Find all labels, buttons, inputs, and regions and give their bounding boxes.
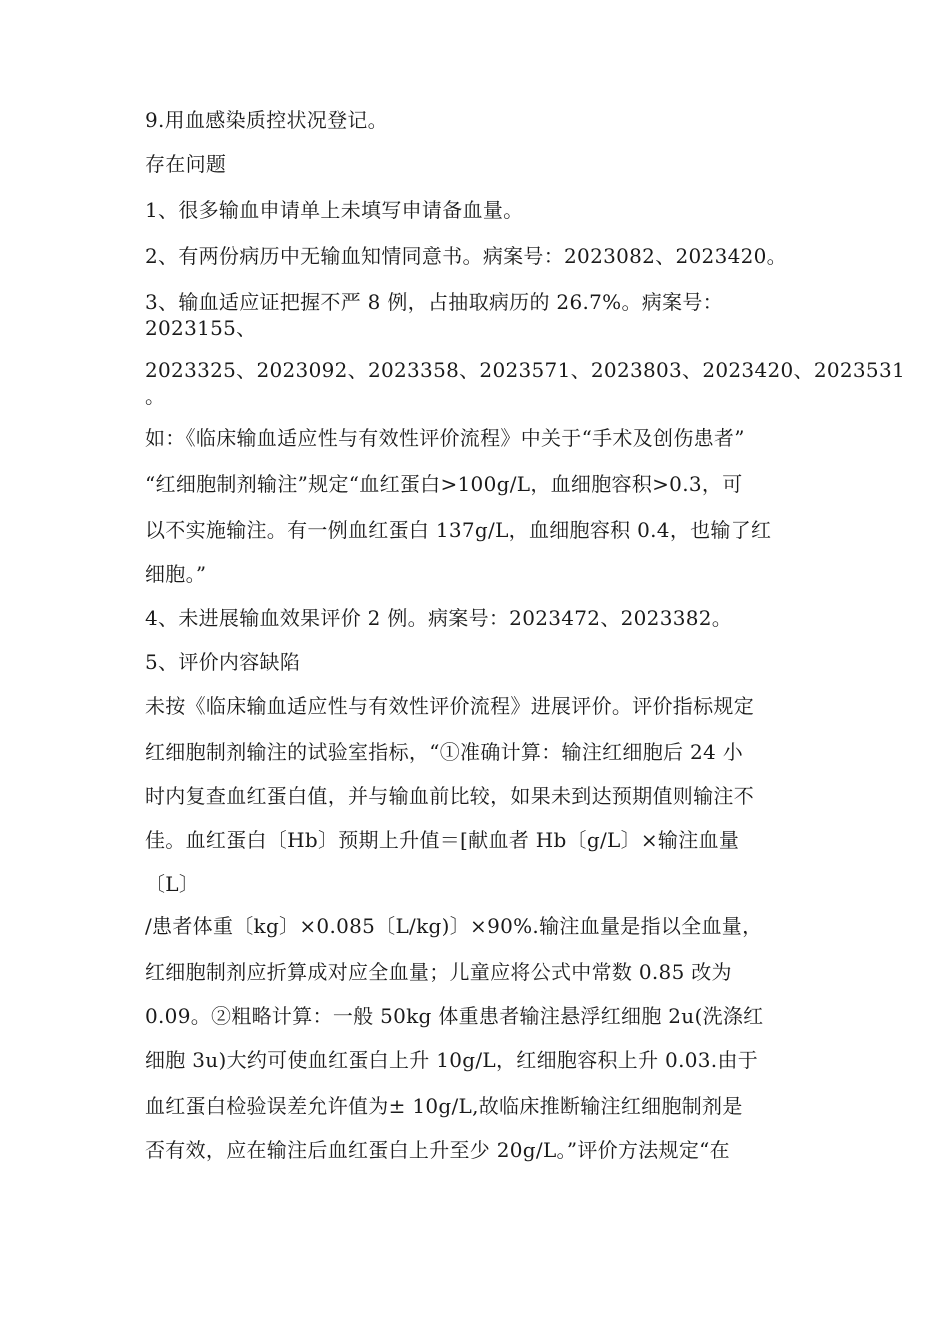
text-line: 细胞 3u)大约可使血红蛋白上升 10g/L，红细胞容积上升 0.03.由于 (145, 1048, 759, 1072)
text-line: /患者体重〔kg〕×0.085〔L/kg)〕×90%.输注血量是指以全血量， (145, 914, 763, 938)
text-line: 血红蛋白检验误差允许值为± 10g/L,故临床推断输注红细胞制剂是 (145, 1094, 743, 1118)
text-line: 否有效，应在输注后血红蛋白上升至少 20g/L。”评价方法规定“在 (145, 1138, 730, 1162)
text-line: 3、输血适应证把握不严 8 例，占抽取病历的 26.7%。病案号： (145, 290, 723, 314)
text-line: 如：《临床输血适应性与有效性评价流程》中关于“手术及创伤患者” (145, 426, 745, 450)
text-line: 4、未进展输血效果评价 2 例。病案号：2023472、2023382。 (145, 606, 733, 630)
text-line: 细胞。” (145, 562, 207, 586)
text-line: 存在问题 (145, 152, 227, 176)
text-line: 红细胞制剂应折算成对应全血量；儿童应将公式中常数 0.85 改为 (145, 960, 732, 984)
text-line: 2023325、2023092、2023358、2023571、2023803、2023420、2023531 (145, 358, 906, 382)
text-line: 佳。血红蛋白〔Hb〕预期上升值＝[献血者 Hb〔g/L〕×输注血量 (145, 828, 740, 852)
text-line: 2、有两份病历中无输血知情同意书。病案号：2023082、2023420。 (145, 244, 787, 268)
text-line: 〔L〕 (145, 872, 200, 896)
text-line: 0.09。②粗略计算：一般 50kg 体重患者输注悬浮红细胞 2u(洗涤红 (145, 1004, 764, 1028)
text-line: “红细胞制剂输注”规定“血红蛋白>100g/L，血细胞容积>0.3，可 (145, 472, 743, 496)
text-line: 。 (145, 384, 166, 408)
text-line: 1、很多输血申请单上未填写申请备血量。 (145, 198, 524, 222)
text-line: 9.用血感染质控状况登记。 (145, 108, 388, 132)
text-line: 以不实施输注。有一例血红蛋白 137g/L，血细胞容积 0.4，也输了红 (145, 518, 772, 542)
text-line: 2023155、 (145, 316, 257, 340)
text-line: 未按《临床输血适应性与有效性评价流程》进展评价。评价指标规定 (145, 694, 754, 718)
text-line: 红细胞制剂输注的试验室指标，“①准确计算：输注红细胞后 24 小 (145, 740, 743, 764)
text-line: 时内复查血红蛋白值，并与输血前比较，如果未到达预期值则输注不 (145, 784, 754, 808)
section-heading: 5、评价内容缺陷 (145, 650, 301, 674)
